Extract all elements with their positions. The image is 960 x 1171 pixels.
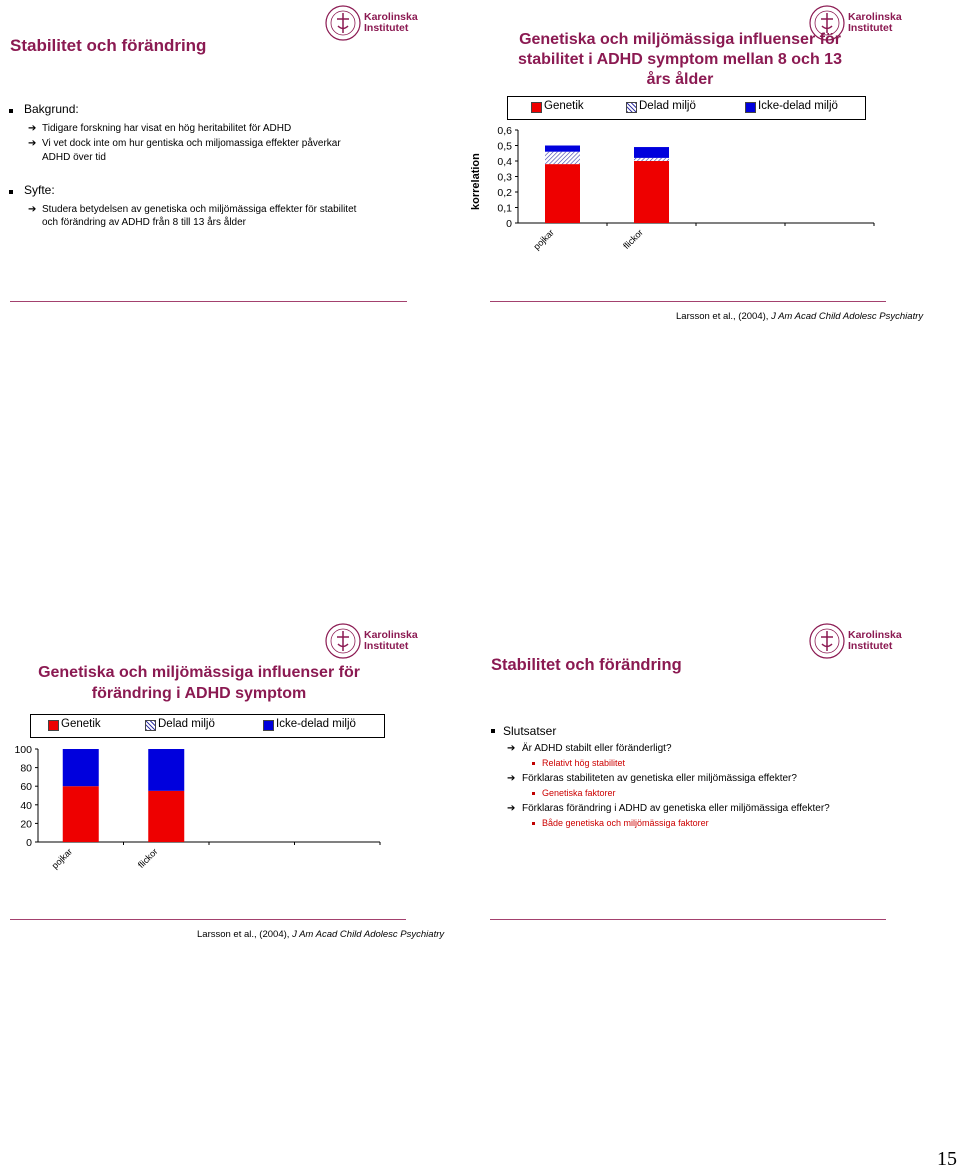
x-category-label: flickor <box>135 846 160 871</box>
legend-swatch-delad <box>626 102 637 113</box>
legend-swatch-genetik <box>48 720 59 731</box>
legend-label: Icke-delad miljö <box>758 100 838 112</box>
conclusion-answer: Både genetiska och miljömässiga faktorer <box>542 818 709 828</box>
legend-swatch-genetik <box>531 102 542 113</box>
y-tick-label: 0,6 <box>497 125 512 137</box>
bullet-icon <box>491 729 495 733</box>
karolinska-logo: Karolinska Institutet <box>808 4 898 46</box>
x-category-label: pojkar <box>531 227 556 252</box>
bullet-text: Tidigare forskning har visat en hög heritabilitet för ADHD <box>42 123 292 134</box>
slide-title: Stabilitet och förändring <box>10 36 207 55</box>
slide-title: Stabilitet och förändring <box>491 656 682 674</box>
arrow-bullet-icon: ➔ <box>28 138 37 149</box>
citation: Larsson et al., (2004), J Am Acad Child Adolesc Psychiatry <box>197 929 445 940</box>
divider-line <box>10 301 407 302</box>
karolinska-logo: Karolinska Institutet <box>324 622 414 664</box>
arrow-bullet-icon: ➔ <box>28 123 37 134</box>
y-tick-label: 0,1 <box>497 202 512 215</box>
karolinska-logo: Karolinska Institutet <box>808 622 898 664</box>
x-category-label: pojkar <box>49 846 75 871</box>
bar-delad-miljo <box>634 158 669 161</box>
arrow-bullet-icon: ➔ <box>507 743 516 754</box>
chart-legend <box>30 714 385 738</box>
y-tick-label: 0,5 <box>497 140 512 153</box>
ki-seal-icon <box>324 4 362 42</box>
sub-bullet-icon <box>532 762 535 765</box>
legend-swatch-icke <box>263 720 274 731</box>
conclusion-answer: Genetiska faktorer <box>542 788 616 798</box>
conclusion-question: Förklaras förändring i ADHD av genetiska eller miljömässiga effekter? <box>522 803 830 814</box>
legend-label: Icke-delad miljö <box>276 718 356 730</box>
conclusion-question: Förklaras stabiliteten av genetiska eller miljömässiga effekter? <box>522 773 797 784</box>
legend-label: Genetik <box>544 100 584 112</box>
bar-delad-miljo <box>545 152 580 164</box>
y-axis-label: korrelation <box>470 153 482 210</box>
ki-seal-icon <box>808 622 846 660</box>
y-tick-label: 60 <box>20 781 32 794</box>
bar-genetik <box>545 164 580 223</box>
bar-genetik <box>148 791 184 842</box>
chart-plot-area <box>0 740 400 880</box>
page-number: 15 <box>937 1148 957 1170</box>
chart-legend <box>507 96 866 120</box>
divider-line <box>490 301 886 302</box>
divider-line <box>490 919 886 920</box>
y-tick-label: 0 <box>506 218 512 230</box>
y-tick-label: 20 <box>20 818 32 831</box>
conclusion-answer: Relativt hög stabilitet <box>542 758 626 768</box>
sub-bullet-icon <box>532 822 535 825</box>
bar-genetik <box>63 786 99 842</box>
arrow-bullet-icon: ➔ <box>507 803 516 814</box>
bullet-text: ADHD över tid <box>42 152 106 163</box>
bullet-icon <box>9 190 13 194</box>
bullet-heading: Syfte: <box>24 183 55 197</box>
y-tick-label: 80 <box>20 762 32 775</box>
y-tick-label: 0,4 <box>497 156 512 168</box>
arrow-bullet-icon: ➔ <box>28 204 37 215</box>
bullet-text: Studera betydelsen av genetiska och miljömässiga effekter för stabilitet <box>42 204 357 215</box>
y-tick-label: 0,2 <box>497 187 512 199</box>
legend-label: Delad miljö <box>158 718 215 730</box>
y-tick-label: 0,3 <box>497 171 512 184</box>
bar-icke-delad-miljo <box>63 749 99 786</box>
bullet-text: och förändring av ADHD från 8 till 13 års ålder <box>42 217 246 228</box>
bullet-text: Vi vet dock inte om hur gentiska och miljomassiga effekter påverkar <box>42 138 341 149</box>
bullet-heading: Bakgrund: <box>24 102 79 116</box>
ki-seal-icon <box>324 622 362 660</box>
bar-icke-delad-miljo <box>545 146 580 152</box>
legend-label: Genetik <box>61 718 101 730</box>
divider-line <box>10 919 406 920</box>
chart-plot-area <box>470 120 880 260</box>
x-category-label: flickor <box>621 227 645 252</box>
y-tick-label: 40 <box>20 799 32 812</box>
sub-bullet-icon <box>532 792 535 795</box>
legend-swatch-delad <box>145 720 156 731</box>
slide-title: Genetiska och miljömässiga influenser för stabilitet i ADHD symptom mellan 8 och 13 års ålder <box>518 31 842 88</box>
legend-label: Delad miljö <box>639 100 696 112</box>
conclusion-heading: Slutsatser <box>503 724 557 738</box>
arrow-bullet-icon: ➔ <box>507 773 516 784</box>
y-tick-label: 0 <box>26 837 32 849</box>
bar-genetik <box>634 161 669 223</box>
y-tick-label: 100 <box>14 744 32 756</box>
citation: Larsson et al., (2004), J Am Acad Child Adolesc Psychiatry <box>676 311 924 322</box>
bar-icke-delad-miljo <box>634 147 669 158</box>
legend-swatch-icke <box>745 102 756 113</box>
conclusion-question: Är ADHD stabilt eller föränderligt? <box>522 743 672 754</box>
bar-icke-delad-miljo <box>148 749 184 791</box>
slide-title: Genetiska och miljömässiga influenser för förändring i ADHD symptom <box>38 664 360 702</box>
karolinska-logo: Karolinska Institutet <box>324 4 414 46</box>
bullet-icon <box>9 109 13 113</box>
